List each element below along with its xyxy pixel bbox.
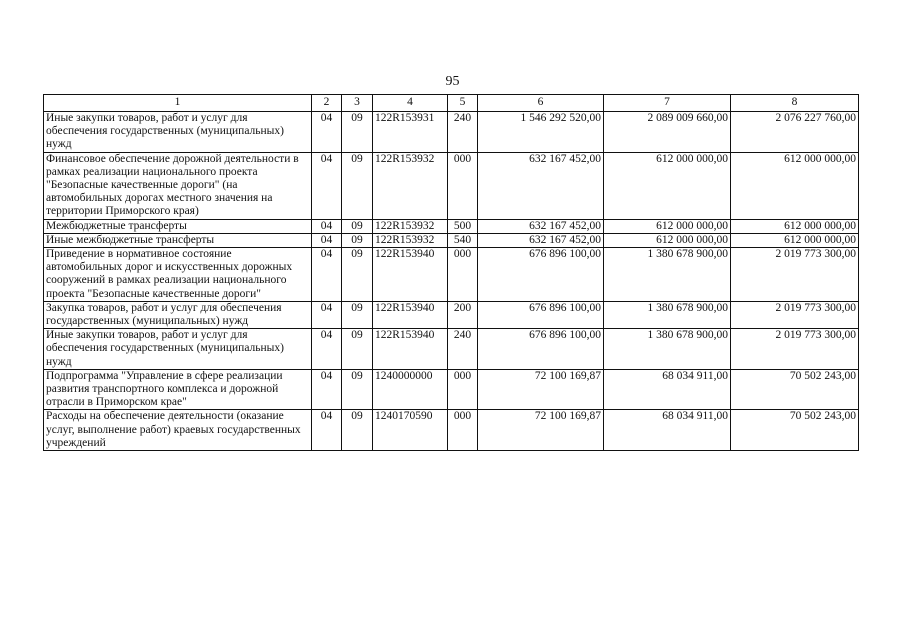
- amount-col-8: 2 019 773 300,00: [731, 301, 859, 328]
- row-description: Иные закупки товаров, работ и услуг для обеспечения государственных (муниципальных) нужд: [44, 112, 312, 153]
- amount-col-7: 68 034 911,00: [604, 369, 731, 410]
- expense-type-code: 000: [448, 410, 478, 451]
- amount-col-6: 72 100 169,87: [478, 369, 604, 410]
- table-row: [44, 248, 859, 302]
- table-header-row: [44, 95, 859, 112]
- amount-col-7: 1 380 678 900,00: [604, 329, 731, 370]
- subsection-code: 09: [342, 112, 373, 153]
- amount-col-7: 612 000 000,00: [604, 219, 731, 233]
- amount-col-8: 612 000 000,00: [731, 219, 859, 233]
- amount-col-6: 632 167 452,00: [478, 152, 604, 219]
- row-description: Подпрограмма "Управление в сфере реализации развития транспортного комплекса и дорожной отрасли в Приморском крае": [44, 369, 312, 410]
- subsection-code: 09: [342, 233, 373, 247]
- table-row: [44, 301, 859, 328]
- amount-col-6: 72 100 169,87: [478, 410, 604, 451]
- row-description: Приведение в нормативное состояние автомобильных дорог и искусственных дорожных сооружений в рамках реализации национального проекта "Безопасные качественные дороги": [44, 248, 312, 302]
- target-article-code: 1240000000: [373, 369, 448, 410]
- table-row: [44, 219, 859, 233]
- row-description: Расходы на обеспечение деятельности (оказание услуг, выполнение работ) краевых государственных учреждений: [44, 410, 312, 451]
- target-article-code: 122R153932: [373, 219, 448, 233]
- target-article-code: 1240170590: [373, 410, 448, 451]
- section-code: 04: [312, 329, 342, 370]
- target-article-code: 122R153940: [373, 329, 448, 370]
- budget-table: [43, 94, 859, 451]
- target-article-code: 122R153940: [373, 248, 448, 302]
- amount-col-6: 632 167 452,00: [478, 233, 604, 247]
- expense-type-code: 000: [448, 248, 478, 302]
- amount-col-7: 68 034 911,00: [604, 410, 731, 451]
- column-header: 2: [312, 95, 342, 112]
- subsection-code: 09: [342, 369, 373, 410]
- amount-col-7: 2 089 009 660,00: [604, 112, 731, 153]
- row-description: Закупка товаров, работ и услуг для обеспечения государственных (муниципальных) нужд: [44, 301, 312, 328]
- section-code: 04: [312, 301, 342, 328]
- amount-col-8: 612 000 000,00: [731, 152, 859, 219]
- expense-type-code: 540: [448, 233, 478, 247]
- subsection-code: 09: [342, 248, 373, 302]
- subsection-code: 09: [342, 219, 373, 233]
- row-description: Финансовое обеспечение дорожной деятельности в рамках реализации национального проекта "Безопасные качественные дороги" (на автомобильных дорогах местного значения на территории Приморского края): [44, 152, 312, 219]
- amount-col-7: 612 000 000,00: [604, 233, 731, 247]
- section-code: 04: [312, 369, 342, 410]
- amount-col-6: 676 896 100,00: [478, 329, 604, 370]
- amount-col-6: 1 546 292 520,00: [478, 112, 604, 153]
- target-article-code: 122R153932: [373, 233, 448, 247]
- section-code: 04: [312, 152, 342, 219]
- expense-type-code: 000: [448, 152, 478, 219]
- section-code: 04: [312, 219, 342, 233]
- table-row: [44, 369, 859, 410]
- row-description: Межбюджетные трансферты: [44, 219, 312, 233]
- section-code: 04: [312, 233, 342, 247]
- section-code: 04: [312, 112, 342, 153]
- table-row: [44, 152, 859, 219]
- amount-col-8: 2 076 227 760,00: [731, 112, 859, 153]
- column-header: 4: [373, 95, 448, 112]
- amount-col-7: 612 000 000,00: [604, 152, 731, 219]
- page-number: 95: [445, 74, 460, 89]
- subsection-code: 09: [342, 329, 373, 370]
- amount-col-8: 2 019 773 300,00: [731, 329, 859, 370]
- expense-type-code: 200: [448, 301, 478, 328]
- subsection-code: 09: [342, 301, 373, 328]
- amount-col-8: 70 502 243,00: [731, 410, 859, 451]
- target-article-code: 122R153940: [373, 301, 448, 328]
- table-row: [44, 233, 859, 247]
- column-header: 7: [604, 95, 731, 112]
- amount-col-8: 2 019 773 300,00: [731, 248, 859, 302]
- section-code: 04: [312, 248, 342, 302]
- section-code: 04: [312, 410, 342, 451]
- row-description: Иные межбюджетные трансферты: [44, 233, 312, 247]
- expense-type-code: 500: [448, 219, 478, 233]
- column-header: 6: [478, 95, 604, 112]
- target-article-code: 122R153931: [373, 112, 448, 153]
- amount-col-8: 70 502 243,00: [731, 369, 859, 410]
- column-header: 3: [342, 95, 373, 112]
- subsection-code: 09: [342, 410, 373, 451]
- column-header: 1: [44, 95, 312, 112]
- amount-col-6: 676 896 100,00: [478, 248, 604, 302]
- expense-type-code: 240: [448, 329, 478, 370]
- table-row: [44, 112, 859, 153]
- table-row: [44, 410, 859, 451]
- amount-col-6: 676 896 100,00: [478, 301, 604, 328]
- target-article-code: 122R153932: [373, 152, 448, 219]
- amount-col-6: 632 167 452,00: [478, 219, 604, 233]
- amount-col-7: 1 380 678 900,00: [604, 248, 731, 302]
- amount-col-8: 612 000 000,00: [731, 233, 859, 247]
- subsection-code: 09: [342, 152, 373, 219]
- column-header: 5: [448, 95, 478, 112]
- amount-col-7: 1 380 678 900,00: [604, 301, 731, 328]
- row-description: Иные закупки товаров, работ и услуг для обеспечения государственных (муниципальных) нужд: [44, 329, 312, 370]
- expense-type-code: 240: [448, 112, 478, 153]
- table-row: [44, 329, 859, 370]
- column-header: 8: [731, 95, 859, 112]
- expense-type-code: 000: [448, 369, 478, 410]
